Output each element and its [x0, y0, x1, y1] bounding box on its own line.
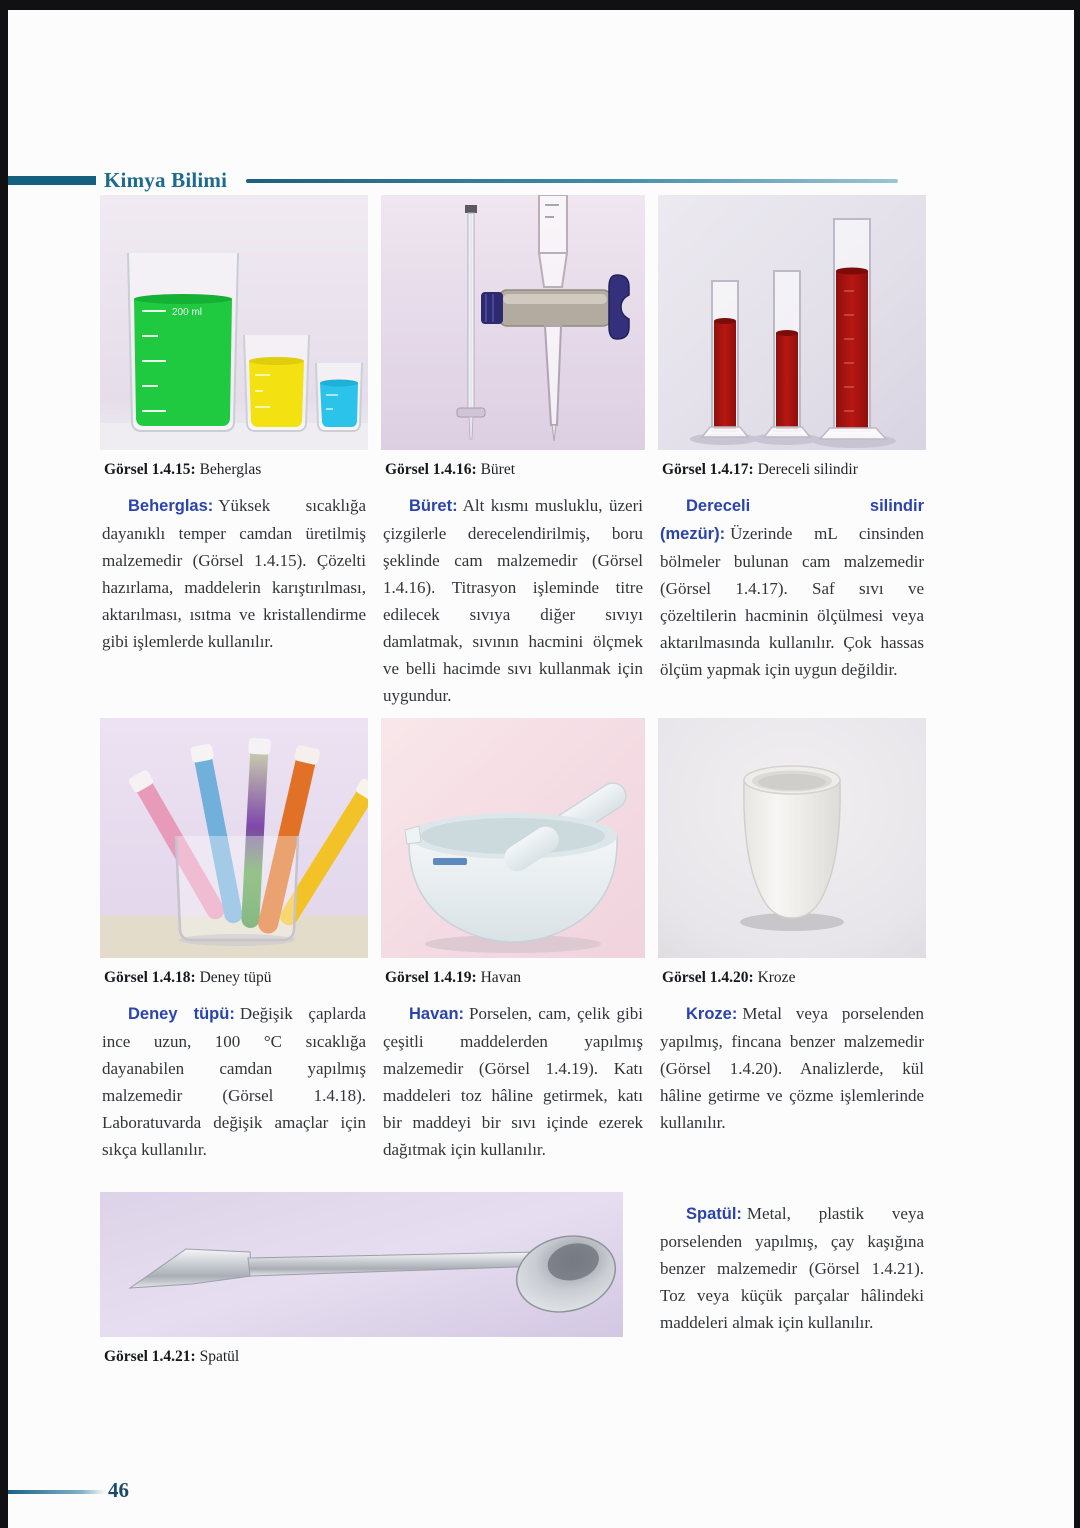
spatul-caption: Görsel 1.4.21: Spatül [104, 1348, 240, 1365]
beherglas-cell [100, 195, 368, 709]
dereceli-silindir-image [658, 195, 926, 450]
kroze-cell [658, 718, 926, 1163]
beherglas-term: Beherglas: [128, 497, 214, 515]
dereceli-silindir-term: Dereceli silindir (mezür): [660, 497, 924, 543]
header-rule-line [246, 179, 898, 183]
page-paper [8, 10, 1074, 1528]
havan-term: Havan: [409, 1005, 465, 1023]
buret-cell [381, 195, 645, 709]
header-accent-bar [8, 176, 96, 185]
deney-tupu-cell [100, 718, 368, 1163]
row-1 [100, 195, 930, 709]
beherglas-caption: Görsel 1.4.15: Beherglas [104, 461, 262, 478]
buret-paragraph: Büret: Alt kısmı musluklu, üzeri çizgilerle derecelendirilmiş, boru şeklinde cam malzemedir (Görsel 1.4.16). Titrasyon işleminde titre edilecek sıvıya diğer sıvıyı damlatmak, sıvının hacmini ölçmek ve belli hacimde sıvı kullanmak için uygundur. [383, 496, 643, 705]
havan-image [381, 718, 645, 958]
buret-caption: Görsel 1.4.16: Büret [385, 461, 516, 478]
deney-tupu-caption: Görsel 1.4.18: Deney tüpü [104, 969, 272, 986]
section-title: Kimya Bilimi [104, 168, 228, 192]
footer-rule-line [8, 1490, 106, 1494]
kroze-caption: Görsel 1.4.20: Kroze [662, 969, 796, 986]
spatul-text-cell [658, 1192, 926, 1366]
buret-term: Büret: [409, 497, 458, 515]
row-3 [100, 1192, 930, 1366]
spatul-cell [100, 1192, 645, 1366]
beaker-volume-label: 200 ml [172, 307, 203, 318]
beherglas-paragraph: Beherglas: Yüksek sıcaklığa dayanıklı temper camdan üretilmiş malzemedir (Görsel 1.4.15). Çözelti hazırlama, maddelerin karıştırılması, aktarılması, ısıtma ve kristallendirme gibi işlemlerde kullanılır. [102, 496, 366, 651]
havan-paragraph: Havan: Porselen, cam, çelik gibi çeşitli maddelerden yapılmış malzemedir (Görsel 1.4.19). Katı maddeleri toz hâline getirmek, katı bir maddeyi bir sıvı içinde ezerek dağıtmak için kullanılır. [383, 1004, 643, 1159]
dereceli-silindir-cell [658, 195, 926, 709]
deney-tupu-term: Deney tüpü: [128, 1005, 235, 1023]
deney-tupu-paragraph: Deney tüpü: Değişik çaplarda ince uzun, 100 °C sıcaklığa dayanabilen camdan yapılmış malzemedir (Görsel 1.4.18). Laboratuvarda değişik amaçlar için sıkça kullanılır. [102, 1004, 366, 1159]
deney-tupu-image [100, 718, 368, 958]
page-number: 46 [108, 1478, 129, 1502]
buret-image [381, 195, 645, 450]
spatul-term: Spatül: [686, 1205, 742, 1223]
spatul-image [100, 1192, 645, 1337]
dereceli-silindir-paragraph: Dereceli silindir (mezür): Üzerinde mL cinsinden bölmeler bulunan cam malzemedir (Görsel 1.4.17). Saf sıvı ve çözeltilerin hacminin ölçülmesi veya aktarılmasında kullanılır. Çok hassas ölçüm yapmak için uygun değildir. [660, 497, 924, 679]
spatul-paragraph: Spatül: Metal, plastik veya porselenden yapılmış, çay kaşığına benzer malzemedir (Görsel 1.4.21). Toz veya küçük parçalar hâlindeki maddeleri almak için kullanılır. [660, 1204, 924, 1332]
kroze-paragraph: Kroze: Metal veya porselenden yapılmış, fincana benzer malzemedir (Görsel 1.4.20). Analizlerde, kül hâline getirme ve çözme işlemlerinde kullanılır. [660, 1004, 924, 1132]
dereceli-silindir-caption: Görsel 1.4.17: Dereceli silindir [662, 461, 858, 478]
havan-cell [381, 718, 645, 1163]
beherglas-image [100, 195, 368, 450]
row-2 [100, 718, 930, 1163]
kroze-term: Kroze: [686, 1005, 738, 1023]
havan-caption: Görsel 1.4.19: Havan [385, 969, 522, 986]
section-header [8, 168, 1074, 194]
kroze-image [658, 718, 926, 958]
